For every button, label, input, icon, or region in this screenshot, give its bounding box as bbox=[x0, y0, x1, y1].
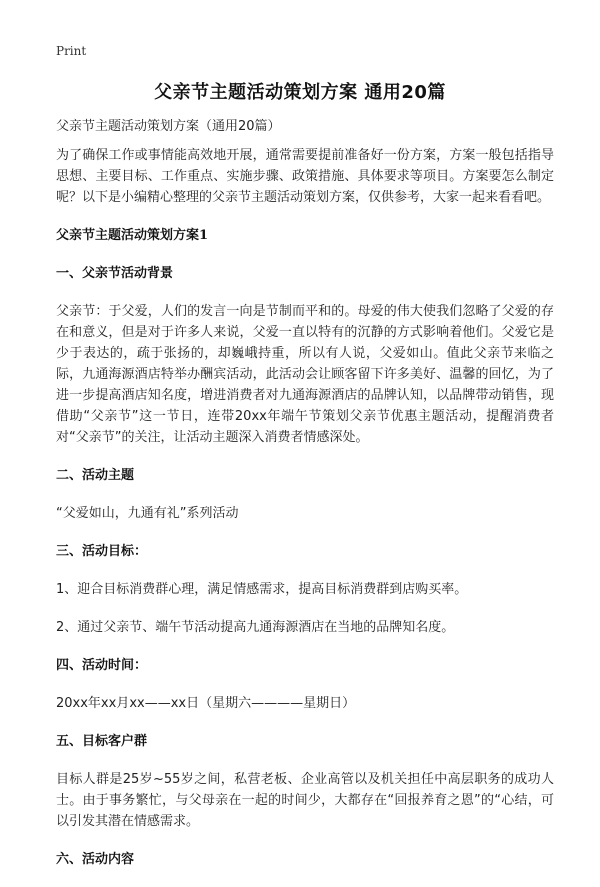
customers-heading: 五、目标客户群 bbox=[56, 734, 148, 749]
intro-paragraph: 为了确保工作或事情能高效地开展，通常需要提前准备好一份方案，方案一般包括指导思想、主要目标、工作重点、实施步骤、政策措施、具体要求等项目。方案要怎么制定呢？以下是小编精心整理的父亲节主题活动策划方案，仅供参考，大家一起来看看吧。 bbox=[56, 148, 554, 205]
time-text: 20xx年xx月xx——xx日（星期六————星期日） bbox=[56, 696, 356, 711]
customers-paragraph: 目标人群是25岁~55岁之间，私营老板、企业高管以及机关担任中高层职务的成功人士。由于事务繁忙，与父母亲在一起的时间少，大都存在“回报养育之恩”的“心结，可以引发其潜在情感需求。 bbox=[56, 772, 554, 829]
background-paragraph: 父亲节：于父爱，人们的发言一向是节制而平和的。母爱的伟大使我们忽略了父爱的存在和意义，但是对于许多人来说，父爱一直以特有的沉静的方式影响着他们。父爱它是少于表达的，疏于张扬的，却巍峨持重，所以有人说，父爱如山。值此父亲节来临之际，九通海源酒店特举办酬宾活动，此活动会让顾客留下许多美好、温馨的回忆，为了进一步提高酒店知名度，增进消费者对九通海源酒店的品牌认知，以品牌带动销售，现借助“父亲节”这一节日，连带20xx年端午节策划父亲节优惠主题活动，提醒消费者对“父亲节”的关注，让活动主题深入消费者情感深处。 bbox=[56, 304, 554, 445]
theme-heading: 二、活动主题 bbox=[56, 468, 135, 483]
print-label[interactable]: Print bbox=[56, 44, 87, 58]
goal-item-2: 2、通过父亲节、端午节活动提高九通海源酒店在当地的品牌知名度。 bbox=[56, 620, 455, 635]
document-body bbox=[56, 116, 554, 887]
background-heading: 一、父亲节活动背景 bbox=[56, 266, 174, 281]
content-heading: 六、活动内容 bbox=[56, 852, 135, 867]
plan-1-heading: 父亲节主题活动策划方案1 bbox=[56, 228, 209, 243]
document-title: 父亲节主题活动策划方案 通用20篇 bbox=[154, 82, 446, 103]
document-subtitle: 父亲节主题活动策划方案（通用20篇） bbox=[56, 119, 281, 134]
goal-item-1: 1、迎合目标消费群心理，满足情感需求，提高目标消费群到店购买率。 bbox=[56, 582, 468, 597]
theme-text: “父爱如山，九通有礼”系列活动 bbox=[56, 506, 239, 521]
goals-heading: 三、活动目标： bbox=[56, 544, 148, 559]
time-heading: 四、活动时间： bbox=[56, 658, 148, 673]
